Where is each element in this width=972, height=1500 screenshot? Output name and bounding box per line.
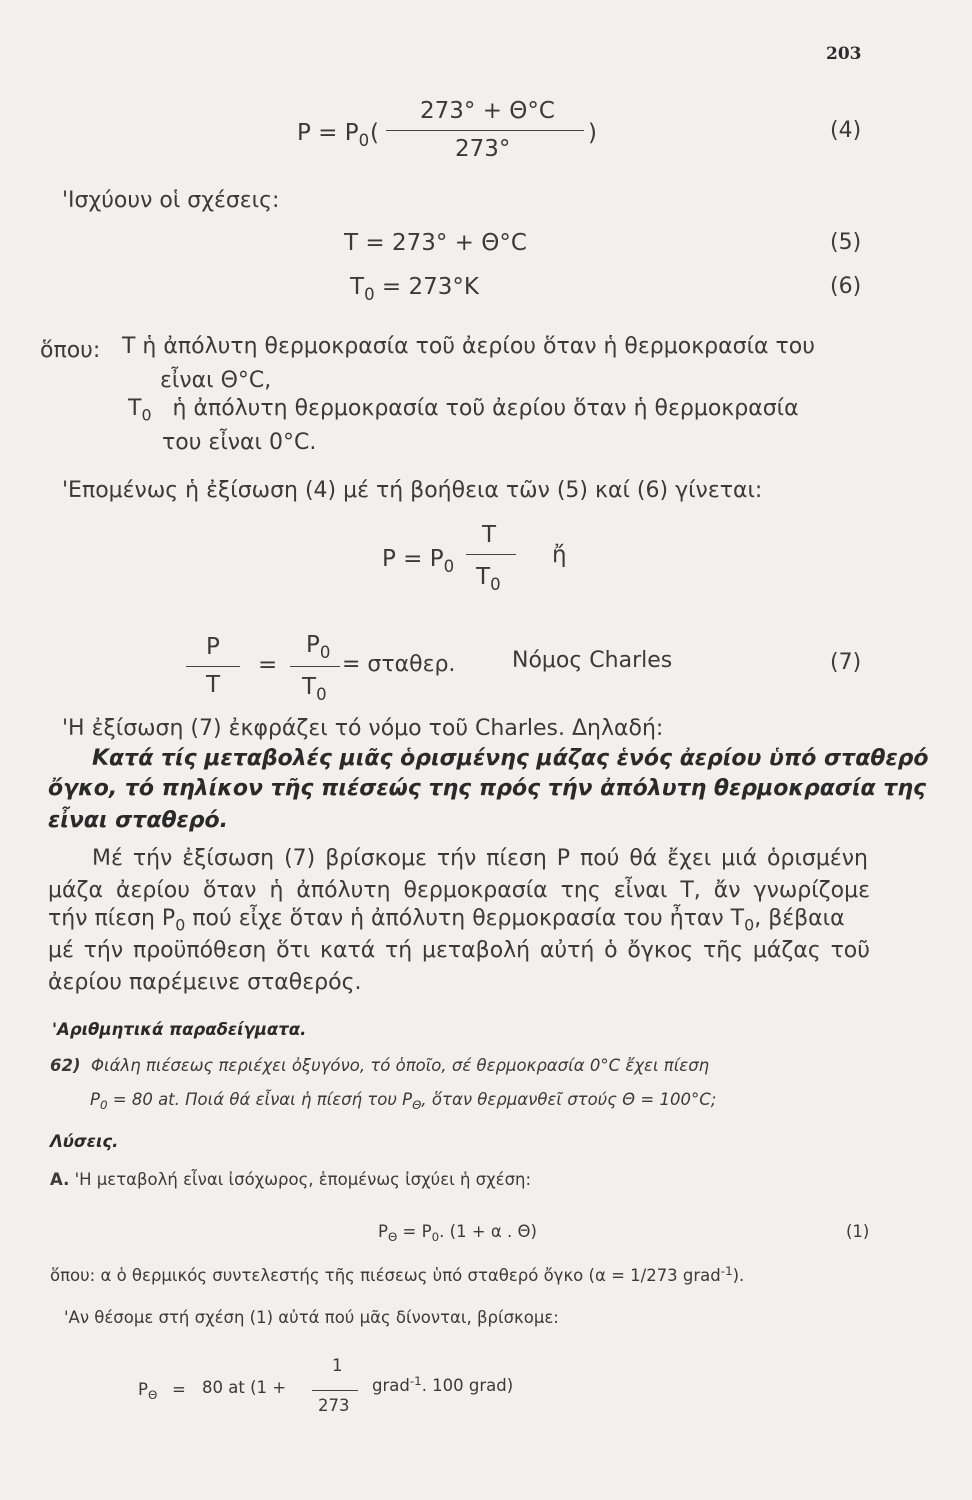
eq4-denominator: 273° [455,136,511,162]
substitute-text: 'Αν θέσομε στή σχέση (1) αὐτά πού μᾶς δίνονται, βρίσκομε: [64,1308,559,1327]
eq7-law-name: Νόμος Charles [512,648,673,673]
eq5-label: (5) [830,230,862,255]
eqf-denominator: 273 [318,1396,350,1415]
eq4-lhs: $P = P_0$ [297,120,370,150]
eqf-numerator: 1 [332,1356,343,1375]
equation-5: T = 273° + Θ°C [344,230,527,256]
eqf-equals: = [172,1380,186,1399]
eqf-lhs: $P_\Theta$ [138,1380,158,1403]
eqm-lhs: $P = P_0$ [382,546,455,576]
eq7-bar1 [186,666,240,667]
eq7-num1: P [206,634,220,660]
law-statement-line-2: ὄγκο, τό πηλίκον τῆς πιέσεώς της πρός τήν ἀπόλυτη θερμοκρασία της [48,776,927,801]
eqm-denominator: $T_0$ [476,564,501,594]
eq7-bar2 [290,666,340,667]
intro-text: 'Ισχύουν οἱ σχέσεις: [62,188,280,213]
eq7-label: (7) [830,650,862,675]
eqf-fraction-bar [312,1390,358,1391]
eqm-numerator: T [482,522,497,548]
definition-line-1: T ἡ ἀπόλυτη θερμοκρασία τοῦ ἀερίου ὅταν ἡ θερμοκρασία του [122,334,815,359]
eq7-den1: T [206,672,221,698]
eq7-equals: = [258,652,278,678]
eqf-rhs: grad$^{-1}$. 100 grad) [372,1374,514,1395]
definition-line-3: $T_0$ ἡ ἀπόλυτη θερμοκρασία τοῦ ἀερίου ὅταν ἡ θερμοκρασία [128,396,799,425]
eq6-label: (6) [830,274,862,299]
page-number: 203 [826,44,862,64]
eq7-den2: $T_0$ [302,674,327,704]
equation-1: $P_\Theta = P_0$. (1 + α . Θ) [378,1222,537,1245]
problem-line-1: 62) Φιάλη πιέσεως περιέχει ὀξυγόνο, τό ὁποῖο, σέ θερμοκρασία 0°C ἔχει πίεση [50,1056,710,1075]
paragraph-line-1: Μέ τήν ἐξίσωση (7) βρίσκομε τήν πίεση P πού θά ἔχει μιά ὁρισμένη [92,846,868,871]
eq4-label: (4) [830,118,862,143]
eq4-open-paren: ( [370,120,379,146]
solutions-heading: Λύσεις. [50,1132,119,1151]
where-alpha: ὅπου: α ὁ θερμικός συντελεστής τῆς πιέσεως ὑπό σταθερό ὄγκο (α = 1/273 grad$^{-1}$). [50,1264,745,1285]
solution-a: A. 'Η μεταβολή εἶναι ἰσόχωρος, ἑπομένως ἰσχύει ἡ σχέση: [50,1170,532,1189]
paragraph-line-2: μάζα ἀερίου ὅταν ἡ ἀπόλυτη θερμοκρασία της εἶναι T, ἄν γνωρίζομε [48,878,870,903]
paragraph-line-5: ἀερίου παρέμεινε σταθερός. [48,970,362,995]
eqm-fraction-bar [466,554,516,555]
eq7-num2: $P_0$ [306,632,331,662]
eq4-fraction-bar [386,130,584,131]
problem-line-2: $P_0 = 80$ at. Ποιά θά εἶναι ἡ πίεσή του $P_\Theta$, ὅταν θερμανθεῖ στούς Θ = 100°C; [90,1090,717,1113]
law-intro: 'Η ἐξίσωση (7) ἐκφράζει τό νόμο τοῦ Charles. Δηλαδή: [62,716,664,741]
paragraph-line-4: μέ τήν προϋπόθεση ὅτι κατά τή μεταβολή αὐτή ὁ ὄγκος τῆς μάζας τοῦ [48,938,870,963]
eq4-numerator: 273° + Θ°C [420,98,555,124]
eq1-label: (1) [846,1222,870,1241]
eq4-close-paren: ) [588,120,597,146]
eqf-mid: 80 at (1 + [202,1378,287,1397]
eqm-or: ἤ [552,542,567,568]
law-statement-line-1: Κατά τίς μεταβολές μιᾶς ὁρισμένης μάζας ἑνός ἀερίου ὑπό σταθερό [92,746,929,771]
definition-line-4: του εἶναι 0°C. [162,430,317,455]
equation-6: $T_0 = 273^\circ K$ [350,274,479,304]
definition-line-2: εἶναι Θ°C, [160,368,272,393]
examples-heading: 'Αριθμητικά παραδείγματα. [52,1020,307,1039]
consequently-text: 'Επομένως ἡ ἐξίσωση (4) μέ τή βοήθεια τῶν (5) καί (6) γίνεται: [62,478,763,503]
eq7-rhs: = σταθερ. [342,652,456,677]
law-statement-line-3: εἶναι σταθερό. [48,808,229,833]
paragraph-line-3: τήν πίεση $P_0$ πού εἶχε ὅταν ἡ ἀπόλυτη θερμοκρασία του ἦταν $T_0$, βέβαια [48,906,845,935]
definition-lead: ὅπου: [40,338,101,363]
